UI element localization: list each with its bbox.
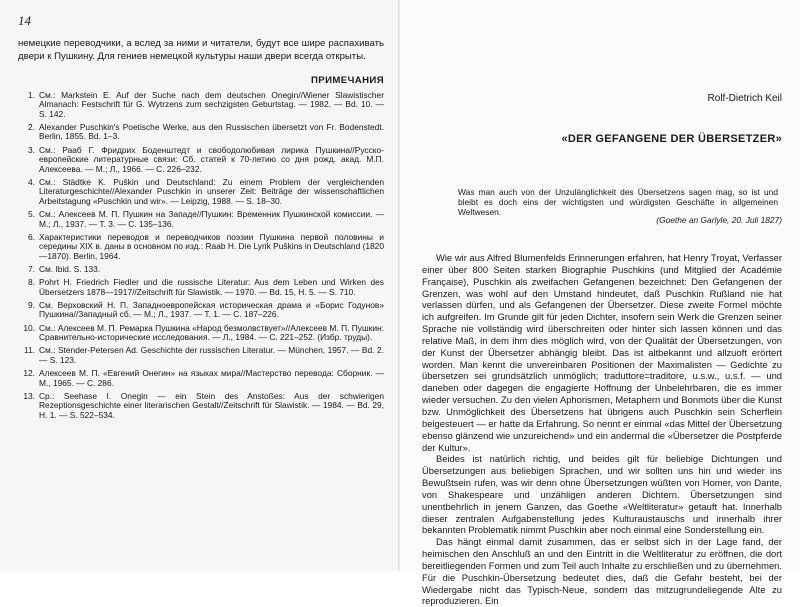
- article-body: [422, 252, 782, 607]
- note-item: [18, 233, 384, 262]
- epigraph-source: (Goethe an Garlyle, 20. Juli 1827): [656, 215, 782, 225]
- note-number: 10.: [23, 322, 35, 333]
- note-number: 11.: [23, 345, 35, 356]
- note-number: 13.: [23, 390, 35, 401]
- note-text: См.: Рааб Г. Фридрих Боденштедт и свободолюбивая лирика Пушкина//Русско-европейские литературные связи: Сб. статей к 70-летию со дня рожд. акад. М.П. Алексеева. — М.; Л., 1966. — С. 226–232.: [39, 144, 384, 174]
- note-item: [18, 91, 384, 120]
- note-text: Pohrt H. Friedrich Fiedler und die russische Literatur: Aus dem Leben und Wirken des Übersetzers 1878—1917//Zeitschrift für Slawistik. — 1970. — Bd. 15, H. 5. — S. 710.: [39, 277, 384, 297]
- note-item: [18, 210, 384, 229]
- note-text: См.: Алексеев М. П. Ремарка Пушкина «Народ безмолвствует»//Алексеев М. П. Пушкин: Сравнительно-исторические исследования. — Л., 1984. — С. 221–252. (Избр. труды).: [39, 322, 384, 343]
- note-item: [18, 146, 384, 175]
- note-number: 2.: [28, 121, 35, 132]
- note-text: Алексеев М. П. «Евгений Онегин» на языках мира//Мастерство перевода: Сборник. — М., 1965. — С. 286.: [39, 367, 384, 388]
- note-text: См. Верховский Н. П. Западноевропейская историческая драма и «Борис Годунов» Пушкина//Западный сб. — М.; Л., 1937. — Т. 1. — С. 187–226.: [39, 299, 384, 320]
- note-number: 7.: [28, 264, 35, 275]
- note-item: [18, 301, 384, 320]
- note-item: [18, 123, 384, 142]
- body-paragraph: Wie wir aus Alfred Blumenfelds Erinnerungen erfahren, hat Henry Troyat, Verfasser einer über 800 Seiten starken Biographie Puschkins (und Mitglied der Académie Française), Puschkin als zweifachen Gefangenen bezeichnet: Den Gefangenen der Grenzen, was wohl auf den Umstand hindeutet, daß Puschkin Rußland nie hat verlassen dürfen, und als Gefangenen der Übersetzer. Diese zweite Formel möchte ich aufgreifen. Im Grunde gilt für jeden Dichter, insofern sein Werk die Grenzen seiner Sprache nie vollständig wird überschreiten oder hinter sich lassen können und das relative Maß, in dem ihm dies möglich wird, von der Qualität der Übersetzungen, von der Kunst der Übersetzer abhängig bleibt. Das ist altbekannt und allzuoft erörtert worden. Man kennt die unvereinbaren Positionen der Maximalisten — Gedichte zu übersetzen sei grundsätzlich unmöglich; traduttore=traditore, u.s.w., u.s.f. — und daneben oder dagegen die engagierte Hoffnung der Unbelehrbaren, die es immer wieder versuchen. Zu den vielen Aphorismen, Metaphern und Bonmots über die Kunst bzw. Unmöglichkeit des Übersetzens hat übrigens auch Puschkin sein Scherflein beigesteuert — er hatte da Erfahrung. So nennt er einmal «das Mittel der Übersetzung ebenso glänzend wie unzureichend» und ein andermal die «Übersetzer die Postpferde der Kultur».: [422, 252, 782, 453]
- body-paragraph: Das hängt einmal damit zusammen, das er selbst sich in der Lage fand, der heimischen den Anschluß an und den Eintritt in die Weltliteratur zu eröffnen, die dort bereitliegenden Formen und zum Teil auch Inhalte zu erschließen und zu übernehmen. Für die Puschkin-Übersetzung bedeutet dies, daß die Gefahr besteht, bei der Wiedergabe nicht das Typisch-Neue, sondern das mitzugrundeliegende Alte zu reproduzieren. Ein: [422, 536, 782, 607]
- notes-heading: ПРИМЕЧАНИЯ: [311, 74, 384, 86]
- note-item: [18, 278, 384, 297]
- note-text: См.: Алексеев М. П. Пушкин на Западе//Пушкин: Временник Пушкинской комиссии. — М.; Л., 1937. — Т. 3. — С. 135–136.: [39, 209, 384, 229]
- left-page: [0, 0, 400, 571]
- note-number: 8.: [28, 277, 35, 288]
- note-number: 12.: [23, 367, 35, 378]
- note-number: 5.: [28, 209, 35, 220]
- note-number: 9.: [28, 299, 35, 310]
- note-number: 1.: [28, 89, 35, 100]
- note-item: [18, 392, 384, 421]
- notes-list: [18, 91, 384, 421]
- note-item: [18, 178, 384, 207]
- intro-paragraph: немецкие переводчики, а вслед за ними и читатели, будут все шире распахивать двери к Пушкину. Для гениев немецкой культуры наши двери всегда открыты.: [18, 38, 384, 62]
- note-number: 6.: [28, 231, 35, 242]
- note-text: Характеристики переводов и переводчиков поэзии Пушкина первой половины и середины XIX в. даны в основном по изд.: Raab H. Die Lyrik Puškins in Deutschland (1820—1870). Berlin, 1964.: [39, 231, 384, 261]
- note-text: См.: Städtke K. Puškin und Deutschland: Zu einem Problem der vergleichenden Literaturgeschichte//Alexander Puschkin in unserer Zeit: Beiträge der wissenschaftlichen Arbeitstagung «Puschkin und wir». — Leipzig, 1988. — S. 18–30.: [39, 176, 384, 207]
- note-text: См.: Stender-Petersen Ad. Geschichte der russischen Literatur. — München, 1957. — Bd. 2. — S. 123.: [39, 345, 384, 365]
- author-name: Rolf-Dietrich Keil: [707, 93, 782, 104]
- note-item: [18, 369, 384, 388]
- page-number: 14: [18, 13, 31, 28]
- note-item: [18, 346, 384, 365]
- note-number: 3.: [28, 144, 35, 155]
- note-text: Ср.: Seehase I. Onegin — ein Stein des Anstoßes: Aus der schwierigen Rezeptionsgeschichte einer literarischen Gestalt//Zeitschrift für Slawistik. — 1984. — Bd. 29, H. 1. — S. 522–534.: [39, 390, 384, 420]
- note-item: [18, 324, 384, 343]
- note-text: Alexander Puschkin's Poetische Werke, aus den Russischen übersetzt von Fr. Bodenstedt. Berlin, 1855. Bd. 1–3.: [39, 121, 384, 142]
- body-paragraph: Beides ist natürlich richtig, und beides gilt für beliebige Dichtungen und Übersetzungen aus beliebigen Sprachen, und wir sollten uns hin und wieder ins Bewußtsein rufen, was wir denn ohne Übersetzungen wüßten von Homer, von Dante, von Shakespeare und unzähligen anderen Dichtern. Übersetzungen sind unentbehrlich in jenem Ganzen, das Goethe «Weltliteratur» getauft hat. Innerhalb dieser zentralen Aufgabenstellung jedes Kulturaustauschs und innerhalb ihrer bekannten Problematik nimmt Puschkin aber noch einmal eine Sonderstellung ein.: [422, 453, 782, 536]
- note-text: См.: Markstein E. Auf der Suche nach dem deutschen Onegin//Wiener Slawistischer Almanach: Festschrift für G. Wytrzens zum sechzigsten Geburtstag. — 1982. — Bd. 10. — S. 142.: [39, 89, 384, 119]
- note-number: 4.: [28, 176, 35, 187]
- article-title: «DER GEFANGENE DER ÜBERSETZER»: [561, 133, 782, 145]
- note-item: [18, 265, 384, 275]
- note-text: См. Ibid. S. 133.: [39, 264, 101, 275]
- epigraph: Was man auch von der Unzulänglichkeit des Übersetzens sagen mag, so ist und bleibt es doch eins der wichtigsten und würdigsten Geschäfte in allgemeinen Weltwesen.: [458, 187, 778, 218]
